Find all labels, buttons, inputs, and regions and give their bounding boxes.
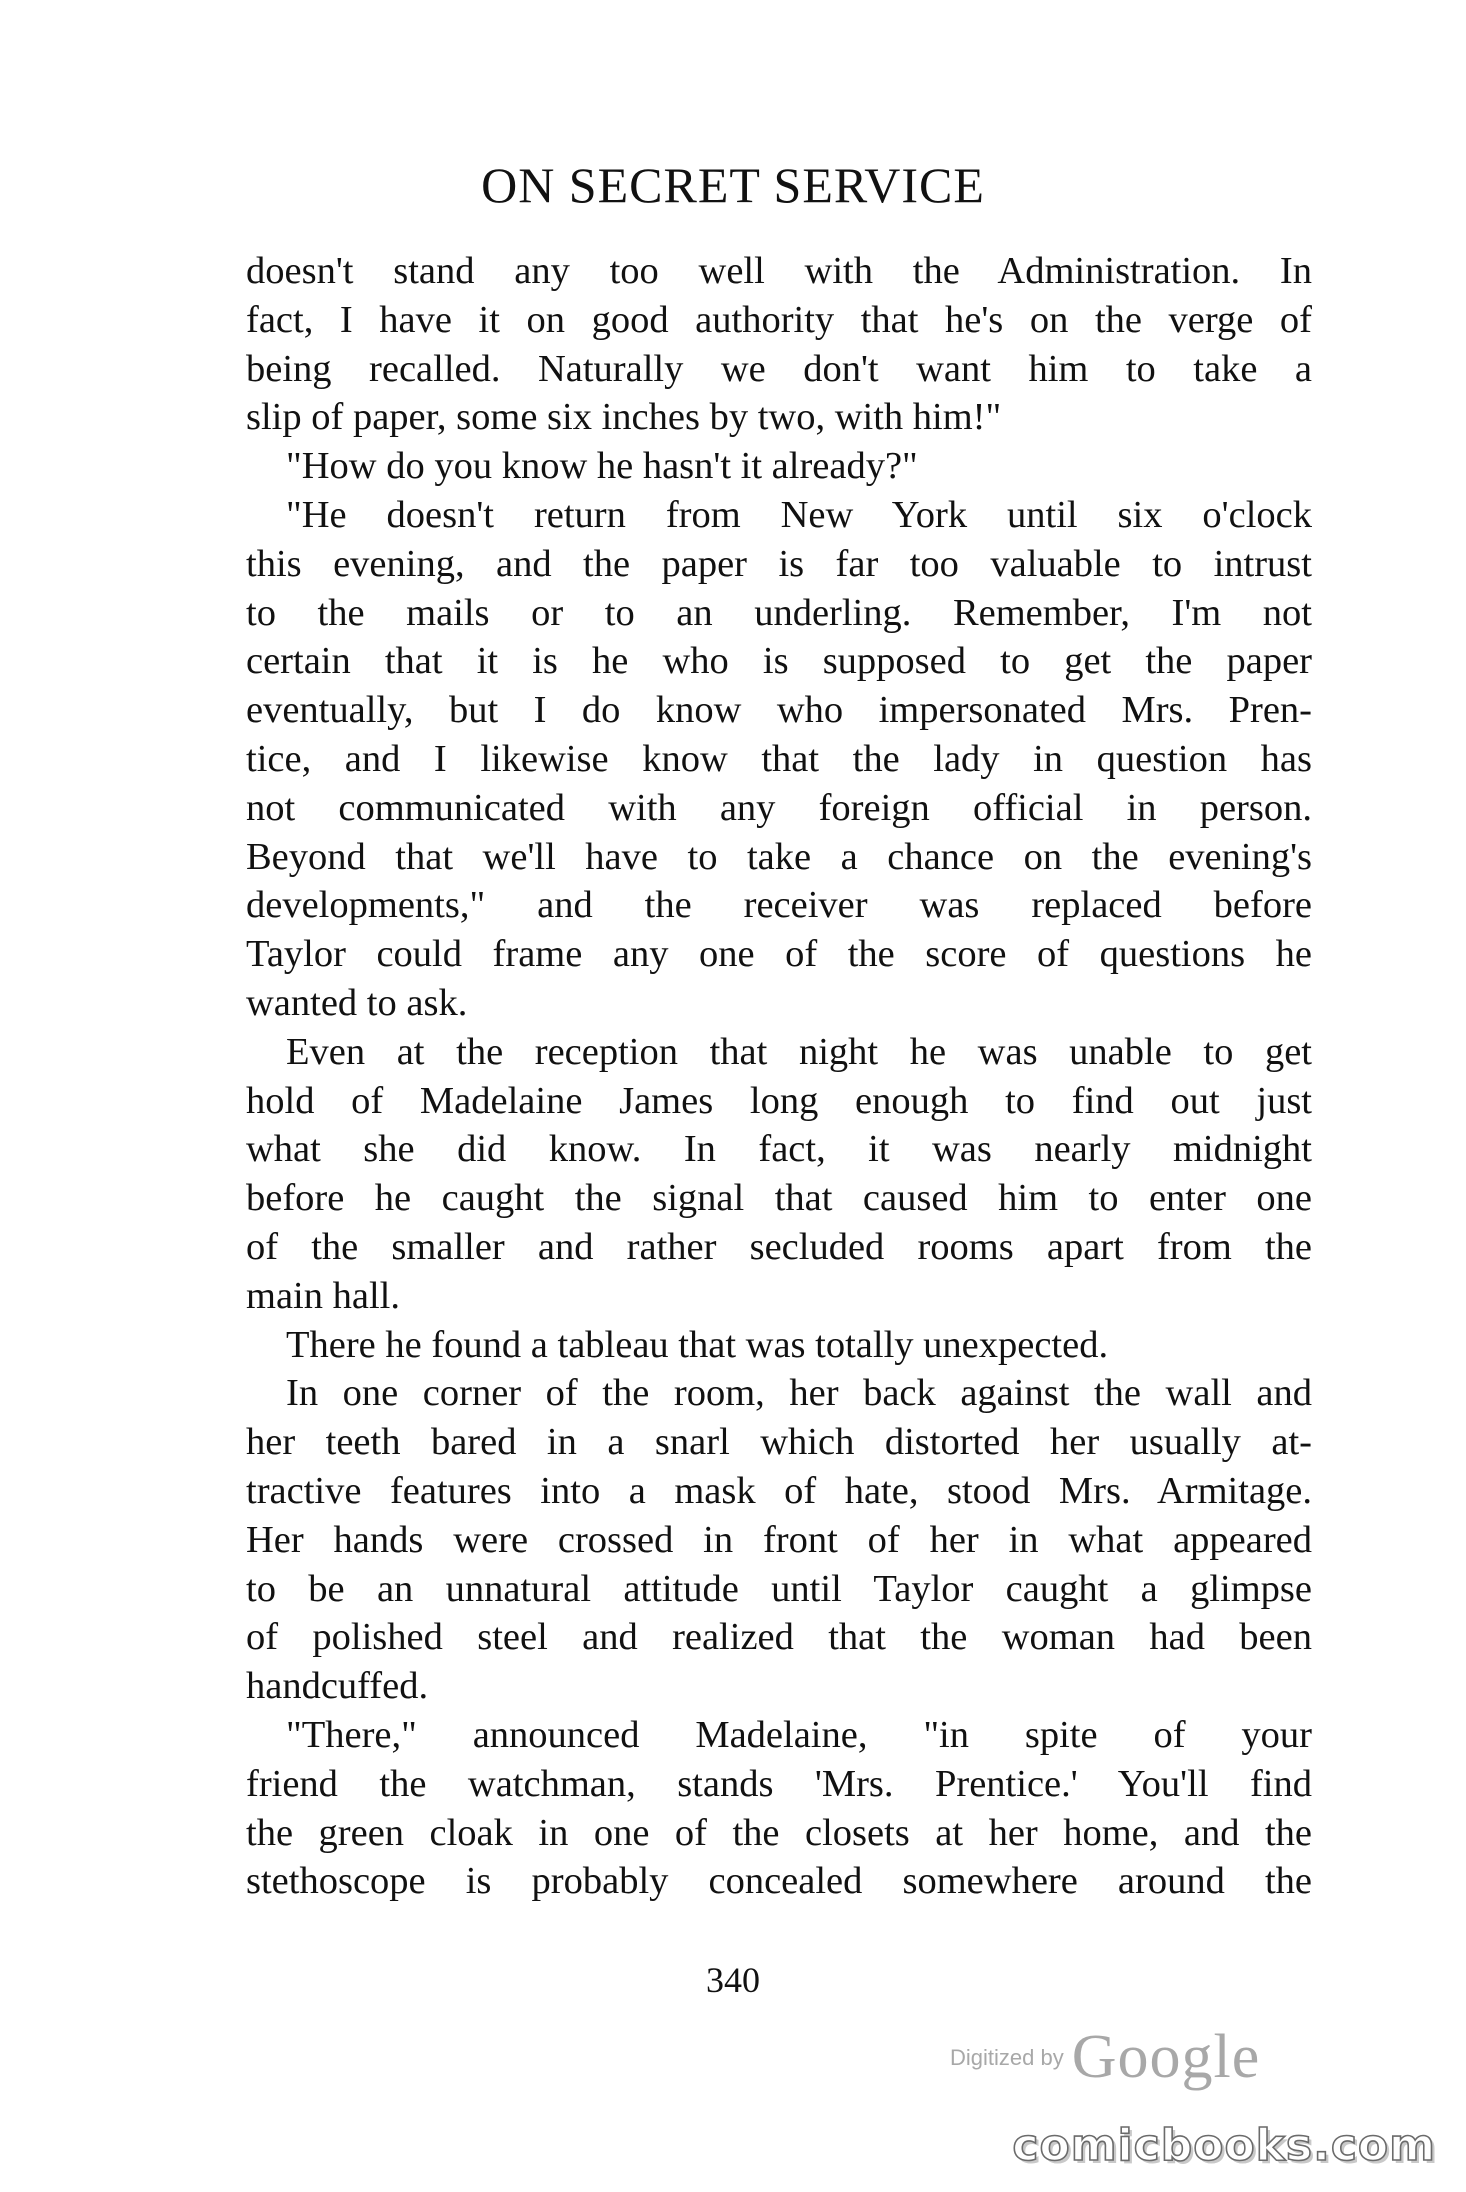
text-line: developments," and the receiver was replaced before bbox=[246, 884, 1312, 927]
text-line: fact, I have it on good authority that he's on the verge of bbox=[246, 298, 1312, 341]
text-line: slip of paper, some six inches by two, with him!" bbox=[246, 396, 1002, 439]
text-line: not communicated with any foreign official in person. bbox=[246, 786, 1312, 829]
text-line: stethoscope is probably concealed somewhere around the bbox=[246, 1860, 1312, 1903]
text-line: to be an unnatural attitude until Taylor caught a glimpse bbox=[246, 1567, 1312, 1610]
text-line: There he found a tableau that was totally unexpected. bbox=[286, 1323, 1109, 1366]
text-line: Taylor could frame any one of the score of questions he bbox=[246, 933, 1312, 976]
text-line: this evening, and the paper is far too valuable to intrust bbox=[246, 542, 1312, 585]
text-line: what she did know. In fact, it was nearly midnight bbox=[246, 1128, 1312, 1171]
site-watermark: comicbooks.com bbox=[1012, 2120, 1436, 2171]
text-line: hold of Madelaine James long enough to find out just bbox=[246, 1079, 1312, 1122]
text-line: of the smaller and rather secluded rooms apart from the bbox=[246, 1225, 1312, 1268]
running-title: ON SECRET SERVICE bbox=[481, 157, 985, 213]
text-line: Beyond that we'll have to take a chance on the evening's bbox=[246, 835, 1312, 878]
text-line: "How do you know he hasn't it already?" bbox=[286, 445, 918, 488]
text-line: of polished steel and realized that the woman had been bbox=[246, 1616, 1312, 1659]
text-line: to the mails or to an underling. Remember, I'm not bbox=[246, 591, 1312, 634]
text-line: wanted to ask. bbox=[246, 981, 468, 1024]
text-line: "He doesn't return from New York until six o'clock bbox=[286, 493, 1312, 536]
text-line: before he caught the signal that caused him to enter one bbox=[246, 1177, 1312, 1220]
text-line: eventually, but I do know who impersonated Mrs. Pren- bbox=[246, 689, 1312, 732]
text-line: friend the watchman, stands 'Mrs. Prentice.' You'll find bbox=[246, 1762, 1312, 1805]
digitized-by-watermark bbox=[950, 2022, 1260, 2093]
text-line: "There," announced Madelaine, "in spite of your bbox=[286, 1713, 1312, 1756]
text-line: Even at the reception that night he was unable to get bbox=[286, 1030, 1312, 1073]
text-line: main hall. bbox=[246, 1274, 400, 1317]
page-number: 340 bbox=[706, 1960, 760, 2000]
text-line: In one corner of the room, her back against the wall and bbox=[286, 1372, 1312, 1415]
text-line: being recalled. Naturally we don't want him to take a bbox=[246, 347, 1312, 390]
text-line: the green cloak in one of the closets at her home, and the bbox=[246, 1811, 1312, 1854]
text-line: her teeth bared in a snarl which distorted her usually at- bbox=[246, 1421, 1312, 1464]
text-line: certain that it is he who is supposed to get the paper bbox=[246, 640, 1312, 683]
text-line: tice, and I likewise know that the lady in question has bbox=[246, 737, 1312, 780]
google-wordmark: Google bbox=[1071, 2023, 1261, 2091]
text-line: Her hands were crossed in front of her in what appeared bbox=[246, 1518, 1312, 1561]
text-line: handcuffed. bbox=[246, 1665, 429, 1708]
digitized-prefix: Digitized by bbox=[950, 2044, 1064, 2070]
body-text bbox=[246, 247, 1312, 1906]
text-line: doesn't stand any too well with the Administration. In bbox=[246, 250, 1312, 292]
text-line: tractive features into a mask of hate, stood Mrs. Armitage. bbox=[246, 1469, 1312, 1512]
